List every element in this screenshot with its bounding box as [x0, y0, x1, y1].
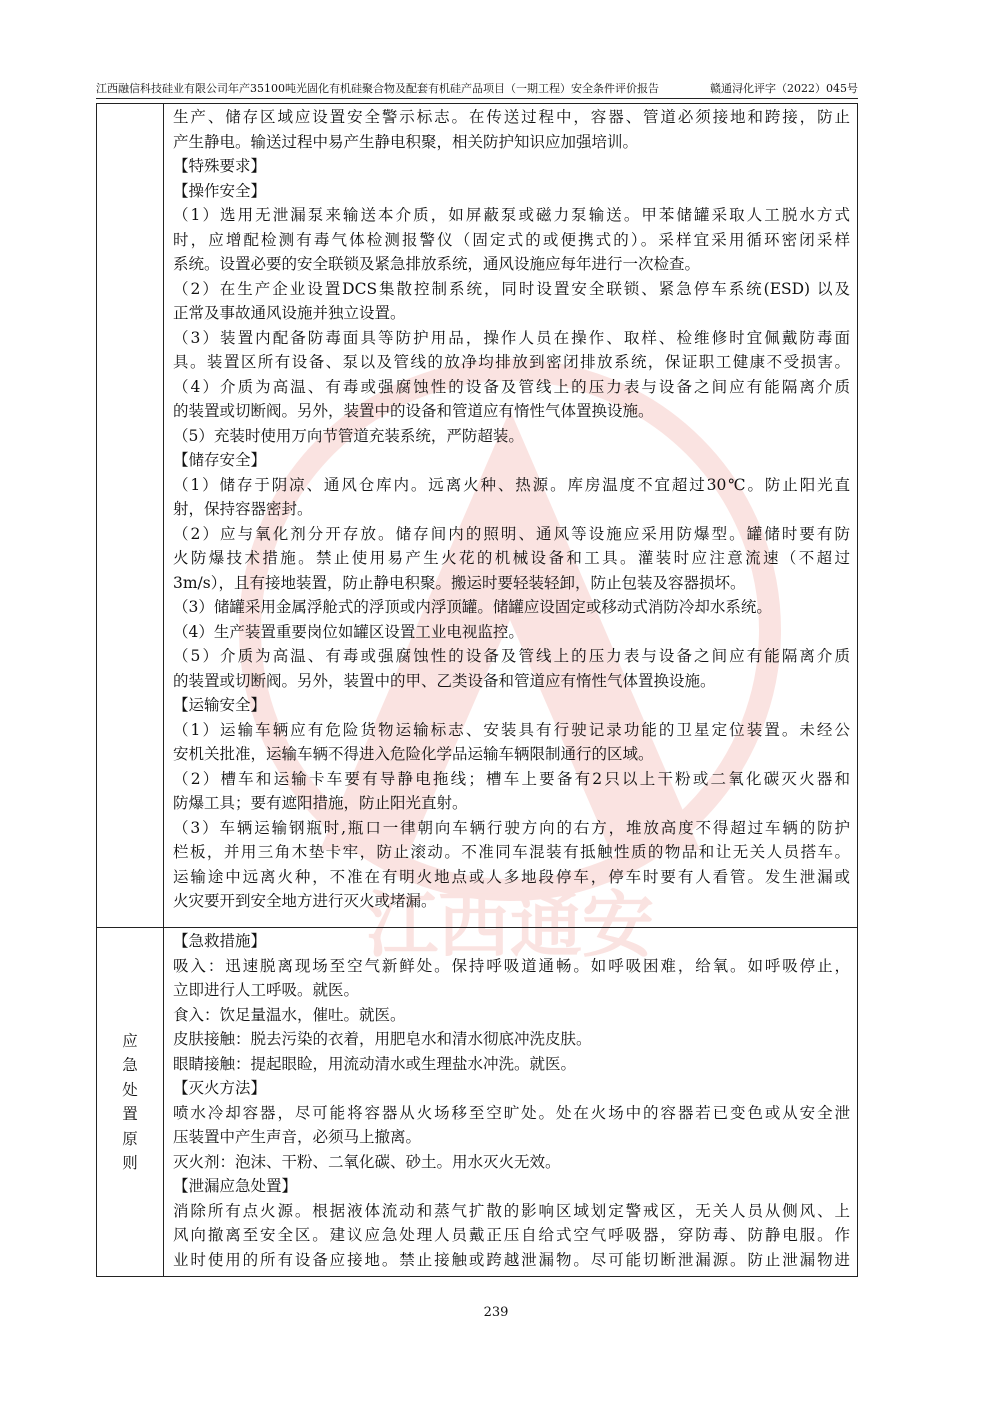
text-line: 火防爆技术措施。禁止使用易产生火花的机械设备和工具。灌装时应注意流速（不超过 [173, 549, 850, 567]
text-line: （5）充装时使用万向节管道充装系统，严防超装。 [173, 426, 524, 445]
text-line: 安机关批准，运输车辆不得进入危险化学品运输车辆限制通行的区域。 [173, 745, 654, 763]
table-row [97, 104, 858, 928]
text-line: 正常及事故通风设施并独立设置。 [173, 304, 406, 322]
text-line: 【泄漏应急处置】 [173, 1177, 298, 1195]
row-label-cell [97, 928, 164, 1277]
text-line: 运输途中远离火种，不准在有明火地点或人多地段停车，停车时要有人看管。发生泄漏或 [173, 867, 850, 886]
text-line: 消除所有点火源。根据液体流动和蒸气扩散的影响区域划定警戒区，无关人员从侧风、上 [173, 1201, 850, 1220]
text-line: 喷水冷却容器，尽可能将容器从火场移至空旷处。处在火场中的容器若已变色或从安全泄 [173, 1103, 850, 1122]
report-number-header: 赣通浔化评字（2022）045号 [710, 82, 858, 95]
text-line: （2）槽车和运输卡车要有导静电拖线；槽车上要备有2只以上干粉或二氧化碳灭火器和 [173, 769, 850, 788]
text-line: 系统。设置必要的安全联锁及紧急排放系统，通风设施应每年进行一次检查。 [173, 255, 701, 273]
text-line: 防爆工具；要有遮阳措施，防止阳光直射。 [173, 794, 468, 812]
text-line: 3m/s），且有接地装置，防止静电积聚。搬运时要轻装轻卸，防止包装及容器损坏。 [173, 573, 746, 592]
text-line: 射，保持容器密封。 [173, 500, 313, 518]
text-line: 火灾要开到安全地方进行灭火或堵漏。 [173, 892, 437, 910]
text-line: 灭火剂：泡沫、干粉、二氧化碳、砂土。用水灭火无效。 [173, 1152, 561, 1171]
text-line: （4）生产装置重要岗位如罐区设置工业电视监控。 [173, 622, 524, 641]
text-line: 压装置中产生声音，必须马上撤离。 [173, 1128, 422, 1146]
watermark-text: 江西通安 [365, 883, 655, 967]
text-line: （3）储罐采用金属浮舱式的浮顶或内浮顶罐。储罐应设固定或移动式消防冷却水系统。 [173, 598, 772, 616]
text-line: 吸入：迅速脱离现场至空气新鲜处。保持呼吸道通畅。如呼吸困难，给氧。如呼吸停止， [173, 956, 850, 975]
page-header [96, 80, 858, 99]
text-line: （1）储存于阴凉、通风仓库内。远离火种、热源。库房温度不宜超过30℃。防止阳光直 [173, 475, 850, 494]
text-line: 的装置或切断阀。另外，装置中的设备和管道应有惰性气体置换设施。 [173, 402, 654, 420]
text-line: 产生静电。输送过程中易产生静电积聚，相关防护知识应加强培训。 [173, 132, 639, 151]
text-line: 【储存安全】 [173, 451, 267, 469]
row-label-cell [97, 104, 164, 928]
text-line: 眼睛接触：提起眼睑，用流动清水或生理盐水冲洗。就医。 [173, 1054, 577, 1073]
text-line: 时，应增配检测有毒气体检测报警仪（固定式的或便携式的）。采样宜采用循环密闭采样 [173, 230, 850, 249]
text-line: （2）在生产企业设置DCS集散控制系统，同时设置安全联锁、紧急停车系统(ESD) 以及 [173, 279, 850, 298]
text-line: 生产、储存区域应设置安全警示标志。在传送过程中，容器、管道必须接地和跨接，防止 [173, 108, 850, 126]
text-line: （1）运输车辆应有危险货物运输标志、安装具有行驶记录功能的卫星定位装置。未经公 [173, 720, 850, 739]
msds-table [96, 103, 858, 1277]
table-row [97, 928, 858, 1277]
text-line: （2）应与氧化剂分开存放。储存间内的照明、通风等设施应采用防爆型。罐储时要有防 [173, 524, 850, 543]
text-line: 风向撤离至安全区。建议应急处理人员戴正压自给式空气呼吸器，穿防毒、防静电服。作 [173, 1226, 850, 1244]
text-line: （1）选用无泄漏泵来输送本介质，如屏蔽泵或磁力泵输送。甲苯储罐采取人工脱水方式 [173, 206, 850, 224]
text-line: 食入：饮足量温水，催吐。就医。 [173, 1005, 406, 1024]
text-line: 【操作安全】 [173, 181, 267, 200]
text-line: 【特殊要求】 [173, 157, 267, 175]
text-line: 具。装置区所有设备、泵以及管线的放净均排放到密闭排放系统，保证职工健康不受损害。 [173, 353, 850, 371]
page-number: 239 [483, 1305, 509, 1320]
text-line: 立即进行人工呼吸。就医。 [173, 981, 360, 999]
text-line: 栏板，并用三角木垫卡牢，防止滚动。不准同车混装有抵触性质的物品和让无关人员搭车。 [173, 843, 850, 861]
report-title-header: 江西融信科技硅业有限公司年产35100吨光固化有机硅聚合物及配套有机硅产品项目（一期工程）安全条件评价报告 [96, 82, 659, 95]
row-content-cell [164, 104, 858, 928]
text-line: 皮肤接触：脱去污染的衣着，用肥皂水和清水彻底冲洗皮肤。 [173, 1030, 592, 1048]
text-line: （3）车辆运输钢瓶时,瓶口一律朝向车辆行驶方向的右方，堆放高度不得超过车辆的防护 [173, 818, 850, 837]
emergency-response-label: 应急处置原则 [122, 1031, 138, 1172]
text-line: （4）介质为高温、有毒或强腐蚀性的设备及管线上的压力表与设备之间应有能隔离介质 [173, 377, 850, 396]
text-line: 业时使用的所有设备应接地。禁止接触或跨越泄漏物。尽可能切断泄漏源。防止泄漏物进 [173, 1250, 850, 1269]
text-line: 【运输安全】 [173, 696, 267, 714]
row-content-cell [164, 928, 858, 1277]
text-line: （3）装置内配备防毒面具等防护用品，操作人员在操作、取样、检维修时宜佩戴防毒面 [173, 328, 850, 347]
text-line: （5）介质为高温、有毒或强腐蚀性的设备及管线上的压力表与设备之间应有能隔离介质 [173, 647, 850, 665]
text-line: 的装置或切断阀。另外，装置中的甲、乙类设备和管道应有惰性气体置换设施。 [173, 671, 716, 690]
text-line: 【急救措施】 [173, 932, 267, 950]
text-line: 【灭火方法】 [173, 1079, 267, 1097]
